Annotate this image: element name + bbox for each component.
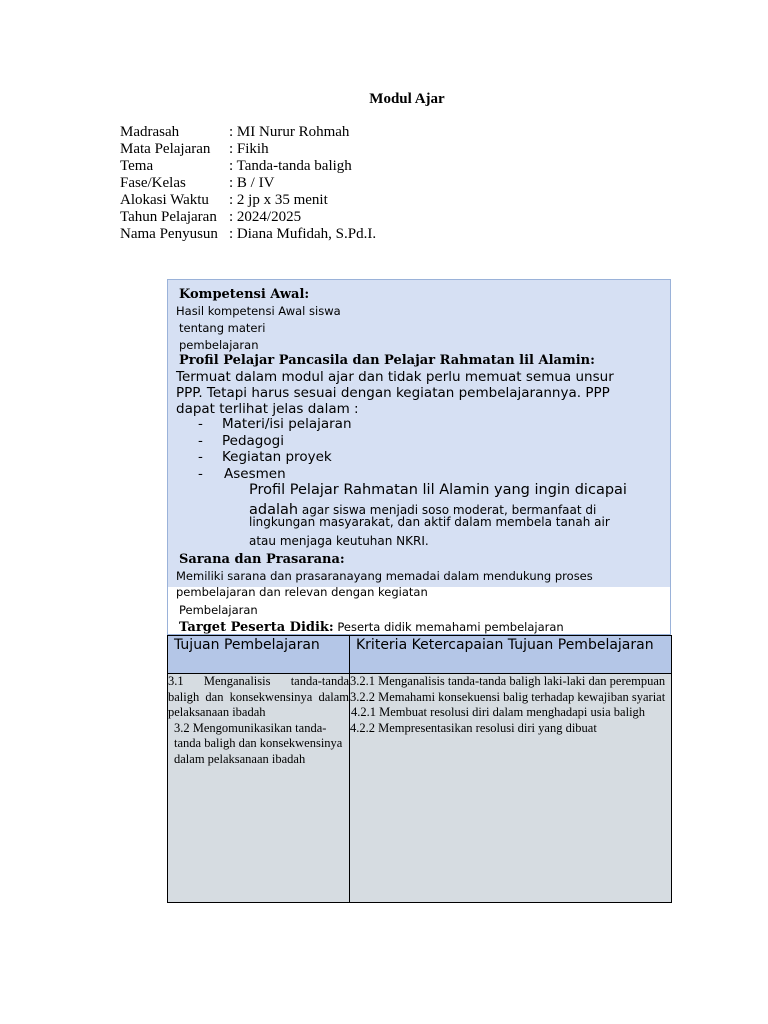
info-value: : Fikih bbox=[229, 141, 269, 157]
info-value: : Diana Mufidah, S.Pd.I. bbox=[229, 226, 377, 242]
target-heading: Target Peserta Didik: bbox=[179, 620, 334, 635]
kriteria-item: 3.2.2 Memahami konsekuensi balig terhadap kewajiban syariat bbox=[350, 689, 666, 704]
info-key: Fase/Kelas bbox=[120, 175, 186, 191]
kompetensi-line: Hasil kompetensi Awal siswa bbox=[176, 304, 341, 318]
info-row-tahun-pelajaran bbox=[120, 209, 376, 226]
sarana-line: Memiliki sarana dan prasaranayang memadai dalam mendukung proses bbox=[176, 569, 593, 583]
info-value: : 2 jp x 35 menit bbox=[229, 192, 328, 208]
info-row-alokasi-waktu bbox=[120, 192, 376, 209]
table-row bbox=[168, 674, 672, 903]
info-key: Nama Penyusun bbox=[120, 226, 218, 242]
learning-objectives-table bbox=[167, 635, 672, 903]
sarana-heading: Sarana dan Prasarana: bbox=[179, 552, 345, 567]
module-info bbox=[120, 124, 376, 243]
list-item: - Kegiatan proyek bbox=[198, 449, 332, 465]
info-row-madrasah bbox=[120, 124, 376, 141]
target-line bbox=[179, 618, 564, 636]
sarana-line: pembelajaran dan relevan dengan kegiatan bbox=[176, 585, 428, 599]
learning-info-box bbox=[167, 279, 671, 635]
kriteria-item: 4.2.1 Membuat resolusi diri dalam menghadapi usia baligh bbox=[351, 705, 646, 719]
list-item: - Pedagogi bbox=[198, 432, 284, 449]
info-key: Tema bbox=[120, 158, 154, 174]
info-value: : B / IV bbox=[229, 175, 275, 191]
info-value: : 2024/2025 bbox=[229, 209, 302, 225]
info-value: : MI Nurur Rohmah bbox=[229, 124, 350, 140]
info-key: Mata Pelajaran bbox=[120, 141, 211, 157]
tujuan-cell bbox=[168, 674, 350, 903]
profil-bullet-list bbox=[198, 416, 352, 482]
kompetensi-heading: Kompetensi Awal: bbox=[179, 287, 310, 302]
info-row-nama-penyusun bbox=[120, 226, 376, 243]
tujuan-item: 3.2 Mengomunikasikan tanda- tanda baligh dan konsekwensinya dalam pelaksanaan ibadah bbox=[174, 720, 343, 766]
kriteria-item: 3.2.1 Menganalisis tanda-tanda baligh laki-laki dan perempuan bbox=[350, 674, 666, 688]
sarana-line: Pembelajaran bbox=[179, 603, 258, 617]
info-key: Tahun Pelajaran bbox=[120, 209, 217, 225]
list-item: - Asesmen bbox=[198, 465, 286, 482]
profil-heading: Profil Pelajar Pancasila dan Pelajar Rahmatan lil Alamin: bbox=[179, 353, 595, 368]
profil-line: Termuat dalam modul ajar dan tidak perlu memuat semua unsur bbox=[176, 369, 614, 385]
info-row-mata-pelajaran bbox=[120, 141, 376, 158]
target-text: Peserta didik memahami pembelajaran bbox=[333, 620, 564, 634]
kriteria-item: 4.2.2 Mempresentasikan resolusi diri yang dibuat bbox=[350, 720, 597, 735]
column-header: Kriteria Ketercapaian Tujuan Pembelajaran bbox=[350, 636, 672, 674]
rahmatan-line: adalah agar siswa menjadi soso moderat, bermanfaat di bbox=[249, 502, 597, 518]
profil-line: PPP. Tetapi harus sesuai dengan kegiatan pembelajarannya. PPP bbox=[176, 385, 610, 401]
kompetensi-line: pembelajaran bbox=[179, 338, 259, 352]
kriteria-cell bbox=[350, 674, 672, 903]
tujuan-item: 3.1 Menganalisis tanda-tanda baligh dan konsekwensinya dalam pelaksanaan ibadah bbox=[168, 674, 349, 719]
document-title: Modul Ajar bbox=[369, 91, 445, 107]
rahmatan-line: Profil Pelajar Rahmatan lil Alamin yang ingin dicapai bbox=[249, 482, 627, 498]
list-item: - Materi/isi pelajaran bbox=[198, 416, 352, 432]
profil-line: dapat terlihat jelas dalam : bbox=[176, 401, 359, 417]
info-value: : Tanda-tanda baligh bbox=[229, 158, 352, 174]
info-row-fase-kelas bbox=[120, 175, 376, 192]
column-header: Tujuan Pembelajaran bbox=[168, 636, 350, 674]
table-header-row bbox=[168, 636, 672, 674]
info-row-tema bbox=[120, 158, 376, 175]
info-key: Alokasi Waktu bbox=[120, 192, 209, 208]
kompetensi-line: tentang materi bbox=[179, 321, 266, 335]
rahmatan-line: lingkungan masyarakat, dan aktif dalam membela tanah air bbox=[249, 515, 610, 529]
info-key: Madrasah bbox=[120, 124, 180, 140]
rahmatan-line: atau menjaga keutuhan NKRI. bbox=[249, 534, 429, 548]
